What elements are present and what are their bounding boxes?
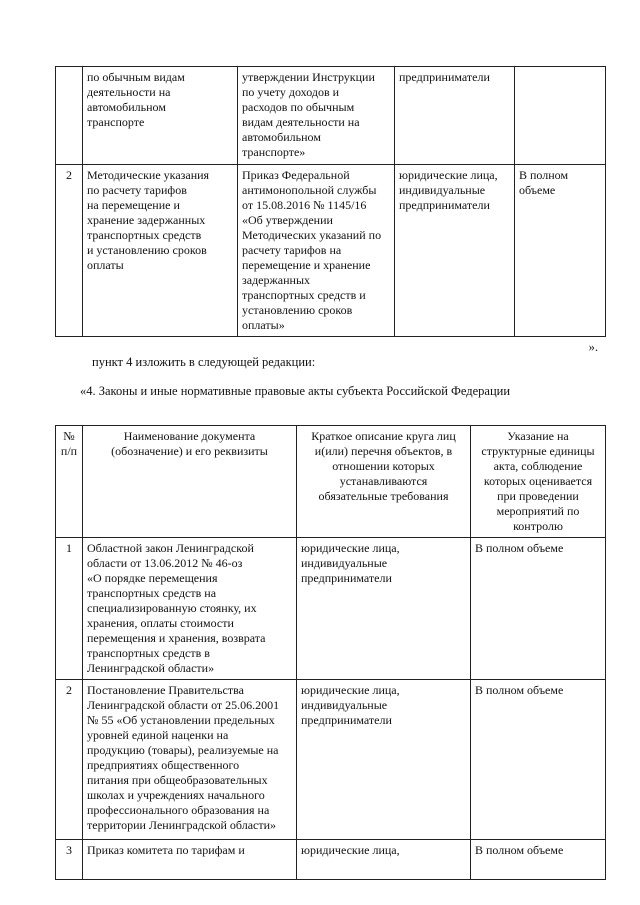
subjects-cell: юридические лица, [297,840,471,880]
header-scope: Указание на структурные единицы акта, соблюдение которых оценивается при проведении мероприятий по контролю [471,426,606,538]
header-document: Наименование документа (обозначение) и его реквизиты [83,426,297,538]
scope-cell: В полном объеме [471,538,606,680]
closing-quote: ». [588,340,598,354]
table-row [56,538,606,680]
scope-cell [515,67,606,165]
table-row [56,165,606,337]
document-name: Областной закон Ленинградской области от 13.06.2012 № 46-оз «О порядке перемещения транспортных средств на специализированную стоянку, их хранения, оплаты стоимости перемещения и хранения, возврата транспортных средств в Ленинградской области» [83,538,297,680]
document-name: Приказ комитета по тарифам и [83,840,297,880]
subjects-cell: юридические лица, индивидуальные предприниматели [395,165,515,337]
table-row [56,840,606,880]
document-details: утверждении Инструкции по учету доходов и расходов по обычным видам деятельности на автомобильном транспорте» [238,67,395,165]
document-name: Постановление Правительства Ленинградской области от 25.06.2001 № 55 «Об установлении предельных уровней единой наценки на продукцию (товары), реализуемые на предприятиях общественного питания при общеобразовательных школах и учреждениях начального профессионального образования на территории Ленинградской области» [83,680,297,840]
row-number: 3 [56,840,83,880]
row-number: 2 [56,680,83,840]
section-title: «4. Законы и иные нормативные правовые акты субъекта Российской Федерации [80,384,511,398]
subjects-cell: юридические лица, индивидуальные предприниматели [297,538,471,680]
header-number: № п/п [56,426,83,538]
row-number [56,67,83,165]
header-subjects: Краткое описание круга лиц и(или) перечня объектов, в отношении которых устанавливаются обязательные требования [297,426,471,538]
document-details: Приказ Федеральной антимонопольной службы от 15.08.2016 № 1145/16 «Об утверждении Методических указаний по расчету тарифов на перемещение и хранение задержанных транспортных средств и установлению сроков оплаты» [238,165,395,337]
scope-cell: В полном объеме [471,840,606,880]
table-row [56,67,606,165]
row-number: 2 [56,165,83,337]
subjects-cell: предприниматели [395,67,515,165]
table-header-row [56,426,606,538]
row-number: 1 [56,538,83,680]
scope-cell: В полном объеме [515,165,606,337]
subjects-cell: юридические лица, индивидуальные предприниматели [297,680,471,840]
table-row [56,680,606,840]
scope-cell: В полном объеме [471,680,606,840]
instruction-text: пункт 4 изложить в следующей редакции: [92,355,316,369]
continuation-table [55,66,606,337]
document-name: по обычным видам деятельности на автомобильном транспорте [83,67,238,165]
regulations-table [55,425,606,880]
document-name: Методические указания по расчету тарифов на перемещение и хранение задержанных транспортных средств и установлению сроков оплаты [83,165,238,337]
